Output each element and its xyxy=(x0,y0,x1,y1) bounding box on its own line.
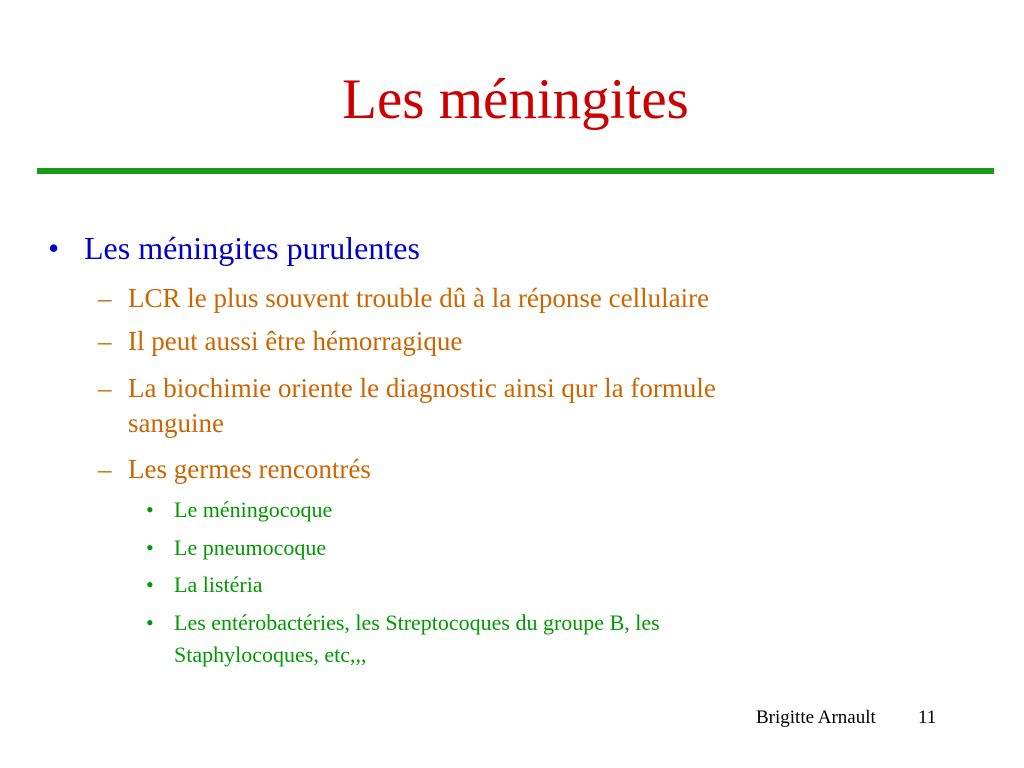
germ-item-pneumococcus: Le pneumocoque xyxy=(174,535,327,560)
sub-bullet-hemorrhagic: Il peut aussi être hémorragique xyxy=(128,326,463,356)
footer-page-number: 11 xyxy=(918,707,937,728)
germ-item-listeria: La listéria xyxy=(174,572,263,597)
dash-marker: – xyxy=(98,373,112,403)
bullet-marker: • xyxy=(48,230,60,266)
bullet-purulent-meningitis: Les méningites purulentes xyxy=(84,230,420,266)
germ-marker: • xyxy=(146,610,154,635)
sub-bullet-germs: Les germes rencontrés xyxy=(128,454,371,484)
germ-marker: • xyxy=(146,497,154,522)
dash-marker: – xyxy=(98,454,112,484)
germ-item-enterobacteria-cont: Staphylocoques, etc,,, xyxy=(174,642,367,667)
germ-item-enterobacteria: Les entérobactéries, les Streptocoques du groupe B, les xyxy=(174,610,660,635)
sub-bullet-biochemistry-cont: sanguine xyxy=(128,408,224,438)
dash-marker: – xyxy=(98,326,112,356)
dash-marker: – xyxy=(98,283,112,313)
sub-bullet-lcr: LCR le plus souvent trouble dû à la réponse cellulaire xyxy=(128,283,710,313)
germ-item-meningococcus: Le méningocoque xyxy=(174,497,333,522)
footer-author: Brigitte Arnault xyxy=(756,707,876,728)
slide-title: Les méningites xyxy=(342,68,689,131)
sub-bullet-biochemistry: La biochimie oriente le diagnostic ainsi qur la formule xyxy=(128,373,716,403)
germ-marker: • xyxy=(146,535,154,560)
germ-marker: • xyxy=(146,572,154,597)
